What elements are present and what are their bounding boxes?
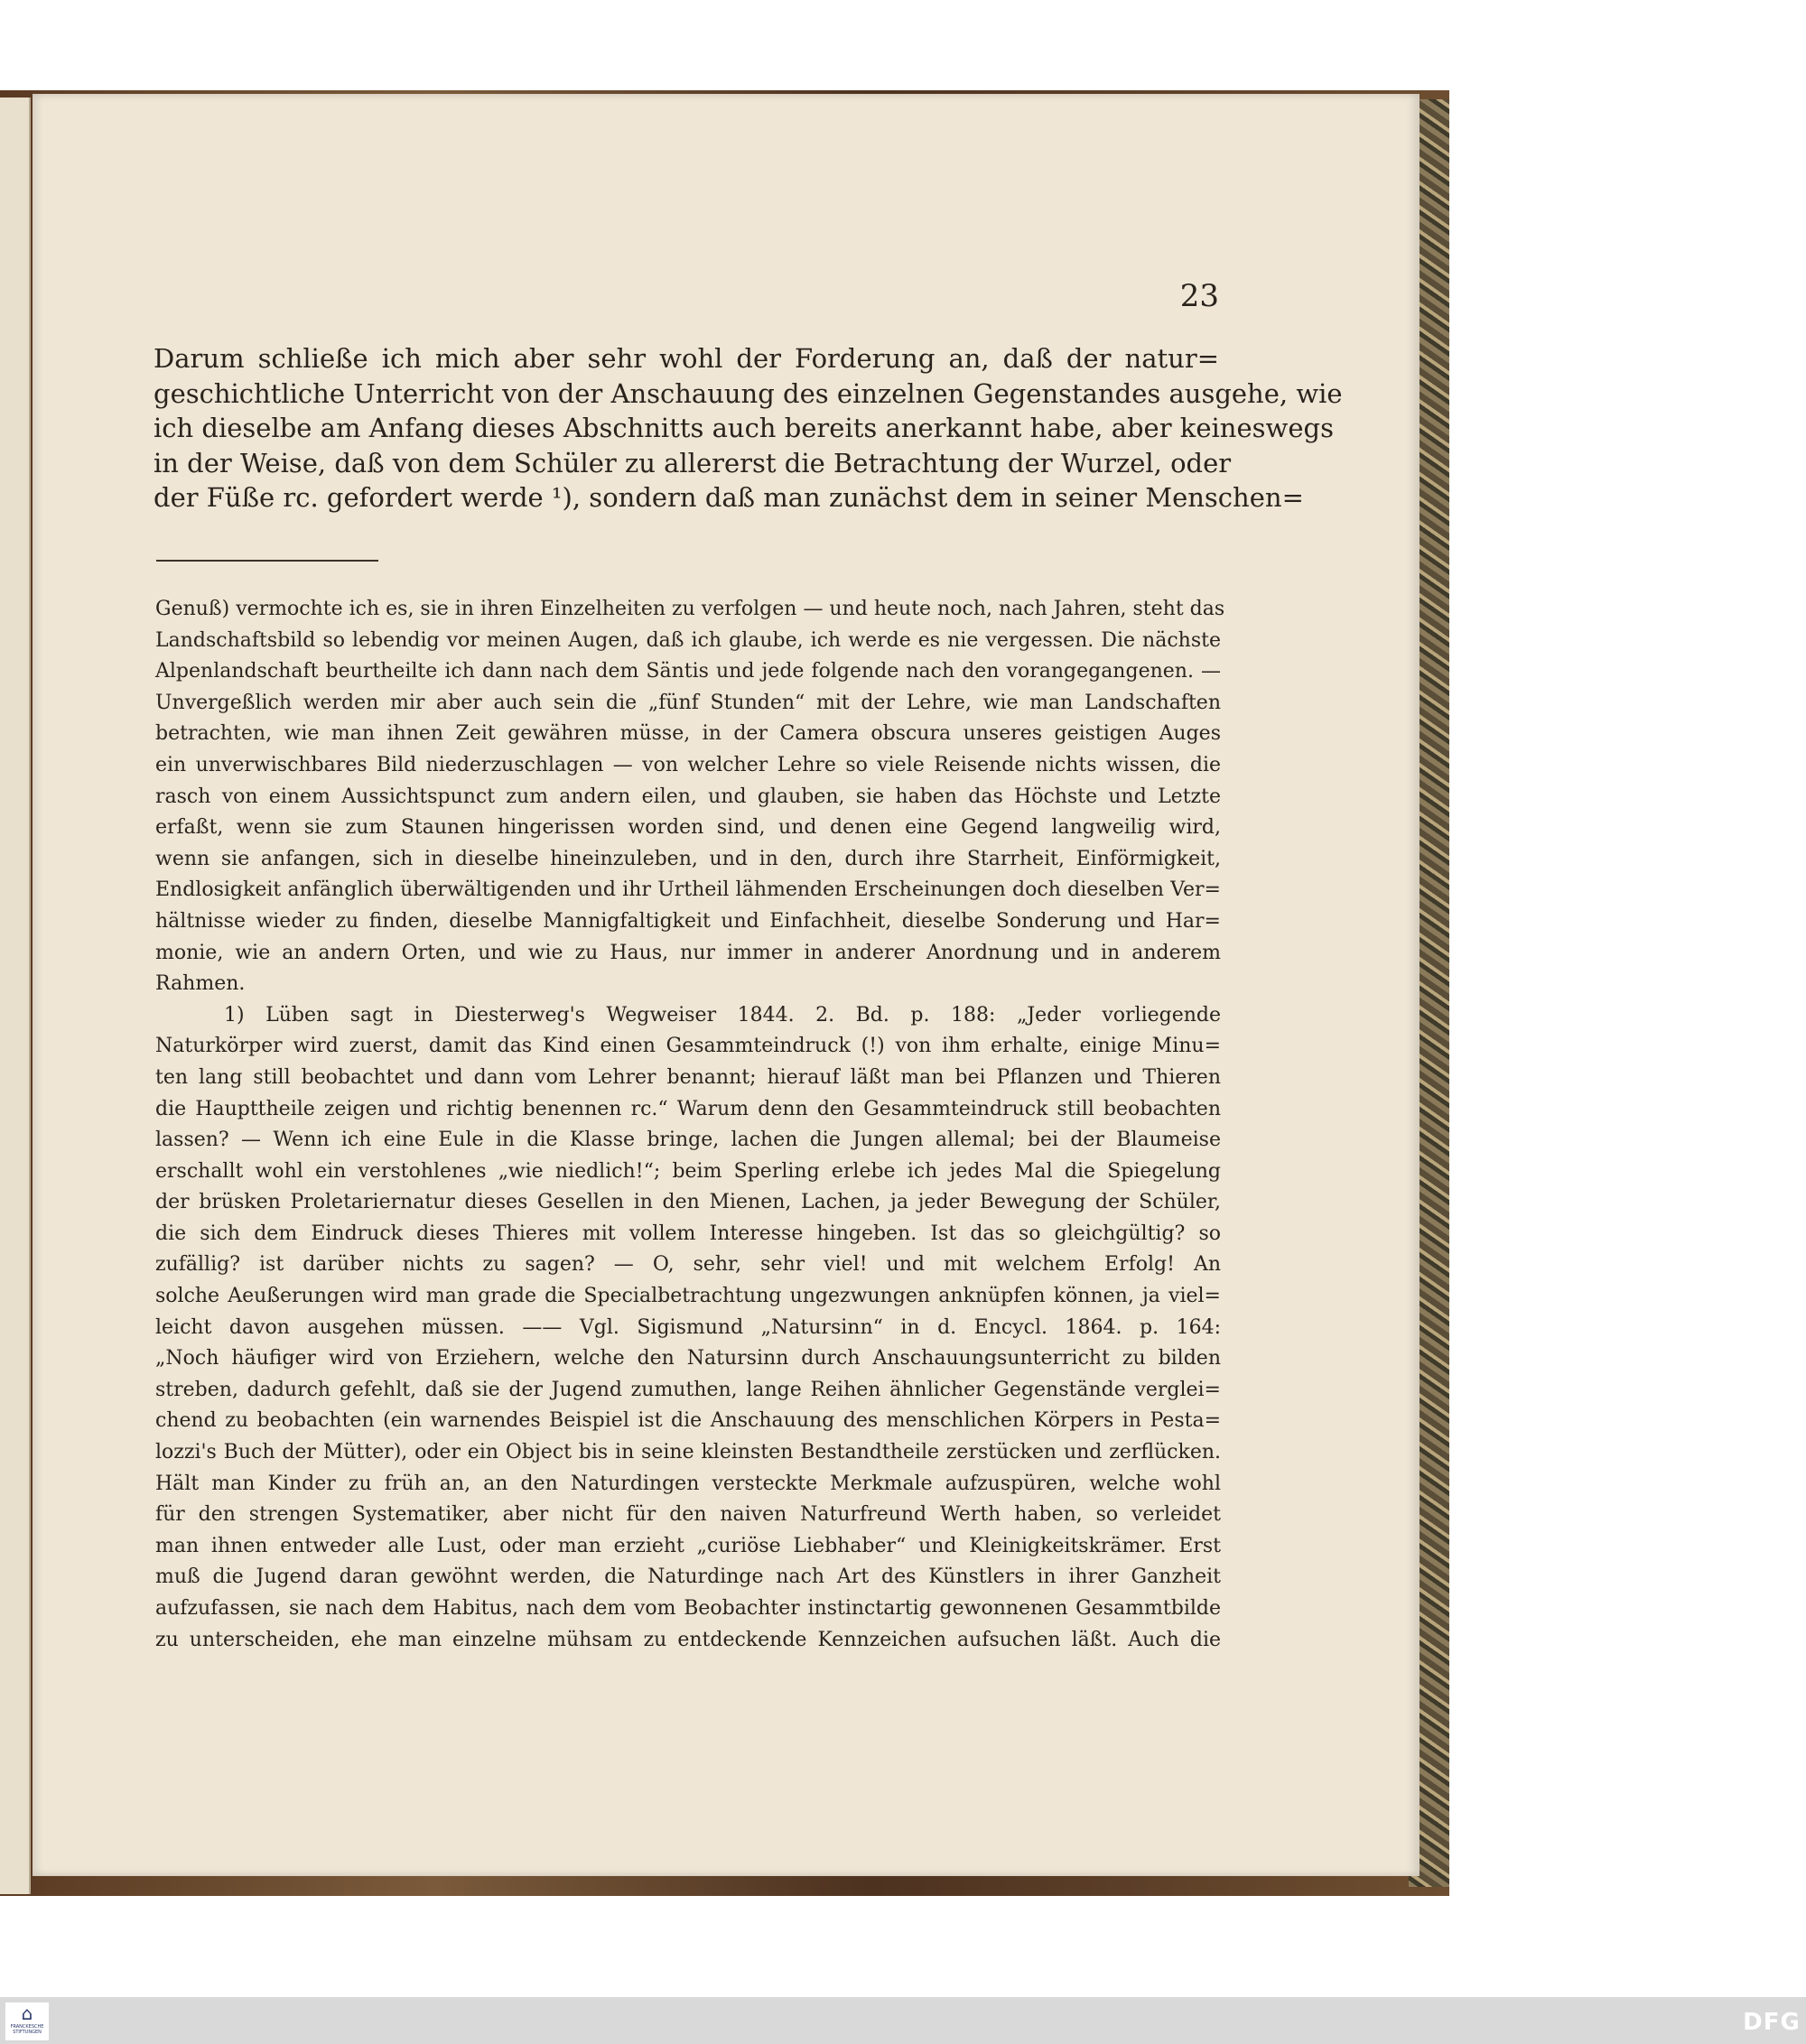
footnote-line: aufzufassen, sie nach dem Habitus, nach dem vom Beobachter instinctartig gewonnenen Gesammtbilde [155,1597,1221,1620]
footnote-line: solche Aeußerungen wird man grade die Specialbetrachtung ungezwungen anknüpfen können, ja viel= [155,1285,1221,1308]
footnote-line: „Noch häufiger wird von Erziehern, welche den Natursinn durch Anschauungsunterricht zu bilden [155,1347,1221,1370]
footnote-line: die Haupttheile zeigen und richtig benennen rc.“ Warum denn den Gesammteindruck still beobachten [155,1097,1221,1120]
left-page-edge [0,98,31,1894]
footnote-line: betrachten, wie man ihnen Zeit gewähren müsse, in der Camera obscura unseres geistigen Auges [155,722,1221,746]
footnote-line: Hält man Kinder zu früh an, an den Naturdingen versteckte Merkmale aufzuspüren, welche wohl [155,1472,1221,1495]
main-text-line: Darum schließe ich mich aber sehr wohl der Forderung an, daß der natur= [154,343,1219,374]
viewer-footer-bar [0,1997,1806,2044]
footnote-line: chend zu beobachten (ein warnendes Beispiel ist die Anschauung des menschlichen Körpers in Pesta= [155,1409,1221,1433]
francke-logo-text: FRANCKESCHE STIFTUNGEN [10,2024,44,2035]
footnote-line: hältnisse wieder zu finden, dieselbe Mannigfaltigkeit und Einfachheit, dieselbe Sonderung und Har= [155,909,1221,933]
footnote-line: zufällig? ist darüber nichts zu sagen? — O, sehr, sehr viel! und mit welchem Erfolg! An [155,1253,1221,1277]
francke-foundations-logo[interactable] [5,2002,49,2040]
main-text-line: der Füße rc. gefordert werde ¹), sondern daß man zunächst dem in seiner Menschen= [154,482,1304,513]
footnote-line: ein unverwischbares Bild niederzuschlagen — von welcher Lehre so viele Reisende nichts wissen, die [155,753,1221,776]
footnote-line: der brüsken Proletariernatur dieses Gesellen in den Mienen, Lachen, ja jeder Bewegung der Schüler, [155,1191,1221,1214]
footnote-line: 1) Lüben sagt in Diesterweg's Wegweiser 1844. 2. Bd. p. 188: „Jeder vorliegende [224,1003,1221,1027]
footnote-line: wenn sie anfangen, sich in dieselbe hineinzuleben, und in den, durch ihre Starrheit, Einförmigkeit, [155,847,1221,870]
footnote-line: Alpenlandschaft beurtheilte ich dann nach dem Säntis und jede folgende nach den vorangegangenen. — [155,660,1221,683]
footnote-line: streben, dadurch gefehlt, daß sie der Jugend zumuthen, lange Reihen ähnlicher Gegenstände verglei= [155,1378,1221,1401]
main-text-line: ich dieselbe am Anfang dieses Abschnitts auch bereits anerkannt habe, aber keineswegs [154,413,1334,443]
footnote-line: lassen? — Wenn ich eine Eule in die Klasse bringe, lachen die Jungen allemal; bei der Blaumeise [155,1129,1221,1152]
footnote-line: ten lang still beobachtet und dann vom Lehrer benannt; hierauf läßt man bei Pflanzen und Thieren [155,1065,1221,1089]
footnote-line: rasch von einem Aussichtspunct zum andern eilen, und glauben, sie haben das Höchste und Letzte [155,785,1221,808]
footnote-line: erschallt wohl ein verstohlenes „wie niedlich!“; beim Sperling erlebe ich jedes Mal die Spiegelung [155,1159,1221,1183]
footnote-line: leicht davon ausgehen müssen. —— Vgl. Sigismund „Natursinn“ in d. Encycl. 1864. p. 164: [155,1315,1221,1339]
footnote-line: muß die Jugend daran gewöhnt werden, die Naturdinge nach Art des Künstlers in ihrer Ganzheit [155,1566,1221,1589]
footnote-line: Unvergeßlich werden mir aber auch sein die „fünf Stunden“ mit der Lehre, wie man Landschaften [155,691,1221,714]
footnotes [155,594,1225,1656]
footnote-line: die sich dem Eindruck dieses Thieres mit vollem Interesse hingeben. Ist das so gleichgültig? so [155,1222,1221,1245]
page-number: 23 [1179,278,1219,314]
footnote-line: Naturkörper wird zuerst, damit das Kind einen Gesammteindruck (!) von ihm erhalte, einige Minu= [155,1035,1221,1058]
footnote-line: lozzi's Buch der Mütter), oder ein Object bis in seine kleinsten Bestandtheile zerstücken und zerflücken. [155,1441,1221,1464]
main-text-line: geschichtliche Unterricht von der Anschauung des einzelnen Gegenstandes ausgehe, wie [154,377,1343,409]
footnote-line: zu unterscheiden, ehe man einzelne mühsam zu entdeckende Kennzeichen aufsuchen läßt. Auch die [155,1628,1221,1651]
footnote-line: Endlosigkeit anfänglich überwältigenden und ihr Urtheil lähmenden Erscheinungen doch dieselben Ver= [155,878,1221,902]
main-paragraph [154,341,1343,516]
dfg-logo[interactable]: DFG [1743,2009,1801,2036]
footnote-line: Rahmen. [155,972,246,996]
building-emblem-icon: ⌂ [21,2002,33,2024]
footnote-separator-rule [156,560,378,562]
footnote-line: für den strengen Systematiker, aber nicht für den naiven Naturfreund Werth haben, so verleidet [155,1503,1221,1527]
footnote-line: Genuß) vermochte ich es, sie in ihren Einzelheiten zu verfolgen — und heute noch, nach Jahren, steht das [155,598,1225,620]
main-text-line: in der Weise, daß von dem Schüler zu allererst die Betrachtung der Wurzel, oder [154,447,1232,478]
footnote-line: man ihnen entweder alle Lust, oder man erzieht „curiöse Liebhaber“ und Kleinigkeitskrämer. Erst [155,1534,1221,1557]
footnote-line: erfaßt, wenn sie zum Staunen hingerissen worden sind, und denen eine Gegend langweilig wird, [155,816,1221,840]
footnote-line: Landschaftsbild so lebendig vor meinen Augen, daß ich glaube, ich werde es nie vergessen. Die nächste [155,628,1221,652]
footnote-line: monie, wie an andern Orten, und wie zu Haus, nur immer in anderer Anordnung und in anderem [155,941,1221,964]
